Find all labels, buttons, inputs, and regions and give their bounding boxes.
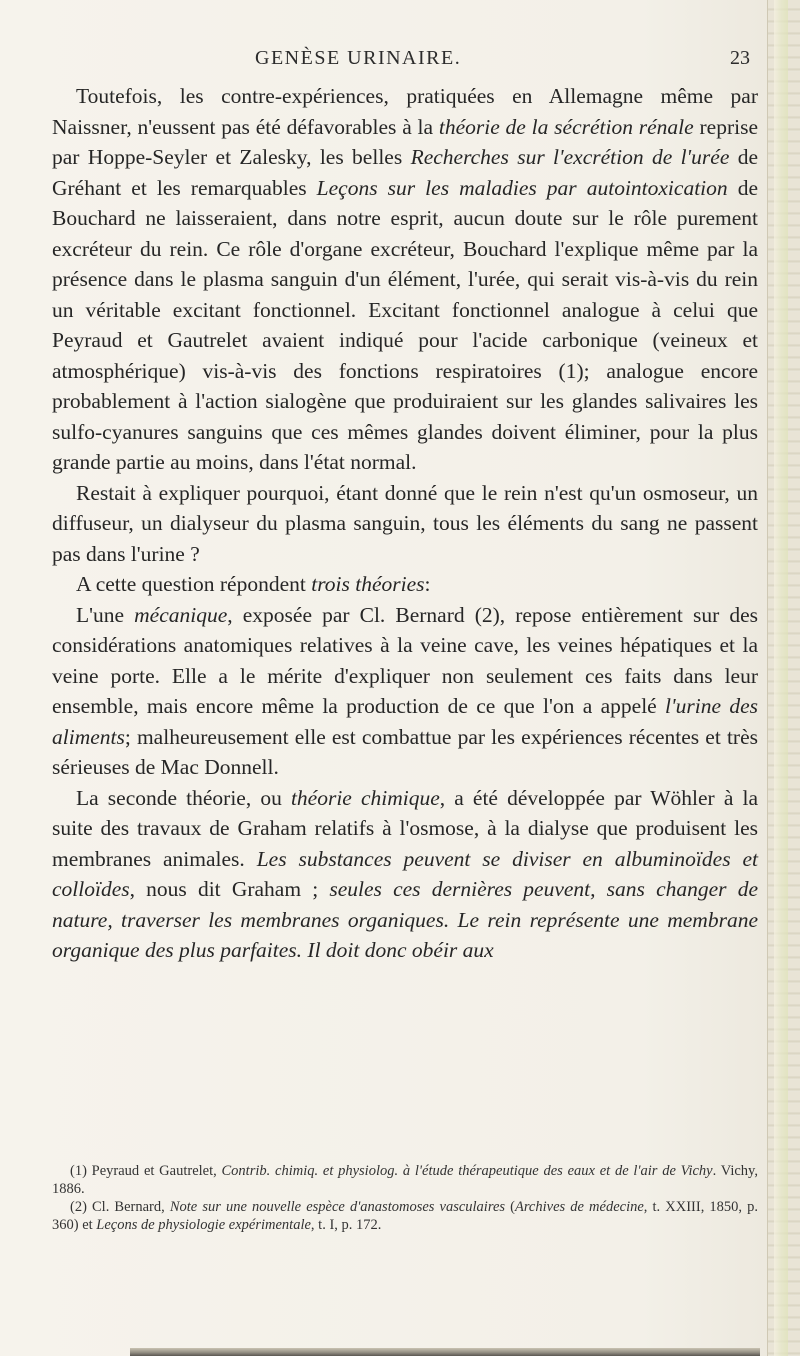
text-run: (	[505, 1199, 515, 1215]
page-number: 23	[730, 47, 750, 69]
text-run: A cette question répondent	[76, 572, 312, 596]
paragraph	[52, 600, 758, 783]
italic-text: Leçons de physiologie expérimentale	[96, 1216, 311, 1233]
text-run: La seconde théorie, ou	[76, 785, 291, 810]
italic-text: Leçons sur les maladies par autointoxication	[316, 175, 728, 200]
text-run: , t. XXIII, 1850, p. 360) et	[52, 1199, 759, 1233]
page-bottom-edge	[130, 1348, 760, 1356]
paragraph	[52, 81, 758, 478]
italic-text: Note sur une nouvelle espèce d'anastomoses vasculaires	[169, 1199, 506, 1215]
text-run: , t. I, p. 172.	[310, 1216, 382, 1233]
text-run: de Bouchard ne laisseraient, dans notre esprit, aucun doute sur le rôle purement excréteur du rein. Ce rôle d'organe excréteur, Bouchard l'explique même par la présence dans le plasma sanguin d'un élément, l'urée, qui serait vis-à-vis du rein un véritable excitant fonctionnel. Excitant fonctionnel analogue à celui que Peyraud et Gautrelet avaient indiqué pour l'acide carbonique (veineux et atmosphérique) vis-à-vis des fonctions respiratoires (1); analogue encore probablement à l'action sialogène que produiraient sur les glandes salivaires les sulfo-cyanures sanguins que ces mêmes glandes doivent éliminer, pour la plus grande partie au moins, dans l'état normal.	[52, 175, 759, 474]
paragraph	[52, 478, 758, 570]
paragraph	[52, 783, 758, 966]
text-run: , a été développée par Wöhler à la suite des travaux de Graham relatifs à l'osmose, à la dialyse que produisent les membranes animales.	[52, 785, 758, 871]
text-run: :	[424, 572, 431, 596]
text-run: ; malheureusement elle est combattue par les expériences récentes et très sérieuses de Mac Donnell.	[52, 724, 758, 779]
running-title: GENÈSE URINAIRE.	[255, 47, 462, 69]
italic-text: Recherches sur l'excrétion de l'urée	[410, 145, 730, 169]
text-run: (2) Cl. Bernard,	[70, 1199, 170, 1215]
italic-text: mécanique	[134, 602, 228, 627]
text-run: , nous dit Graham ;	[129, 877, 330, 901]
italic-text: théorie de la sécrétion rénale	[438, 114, 694, 139]
italic-text: théorie chimique	[290, 785, 440, 810]
text-run: Restait à expliquer pourquoi, étant donné que le rein n'est qu'un osmoseur, un diffuseur, un dialyseur du plasma sanguin, tous les éléments du sang ne passent pas dans l'urine ?	[52, 480, 758, 566]
footnote	[52, 1199, 758, 1234]
footnotes	[52, 1163, 758, 1235]
italic-text: trois théories	[311, 572, 425, 596]
italic-text: Contrib. chimiq. et physiolog. à l'étude thérapeutique des eaux et de l'air de Vichy	[221, 1163, 713, 1179]
italic-text: Les substances peuvent se diviser en albuminoïdes et colloïdes	[52, 846, 758, 901]
italic-text: l'urine des aliments	[52, 694, 758, 749]
footnote	[52, 1163, 758, 1198]
running-head	[50, 47, 750, 77]
text-run: (1) Peyraud et Gautrelet,	[70, 1163, 222, 1179]
text-run: Toutefois, les contre-expériences, pratiquées en Allemagne même par Naissner, n'eussent pas été défavorables à la	[52, 84, 758, 139]
text-run: de Gréhant et les remarquables	[52, 145, 759, 200]
text-run: , exposée par Cl. Bernard (2), repose entièrement sur des considérations anatomiques relatives à la veine cave, les veines hépatiques et la veine porte. Elle a le mérite d'expliquer non seulement ces faits dans leur ensemble, mais encore même la production de ce que l'on a appelé	[52, 602, 758, 718]
text-run: L'une	[76, 602, 135, 627]
book-spine-edge	[767, 0, 800, 1356]
paragraph	[52, 569, 758, 600]
italic-text: seules ces dernières peuvent, sans changer de nature, traverser les membranes organiques. Le rein représente une membrane organique des plus parfaites. Il doit donc obéir aux	[52, 877, 758, 962]
italic-text: Archives de médecine	[514, 1199, 644, 1215]
body-text	[52, 81, 758, 966]
text-run: reprise par Hoppe-Seyler et Zalesky, les belles	[52, 114, 758, 169]
text-run: . Vichy, 1886.	[52, 1163, 758, 1197]
